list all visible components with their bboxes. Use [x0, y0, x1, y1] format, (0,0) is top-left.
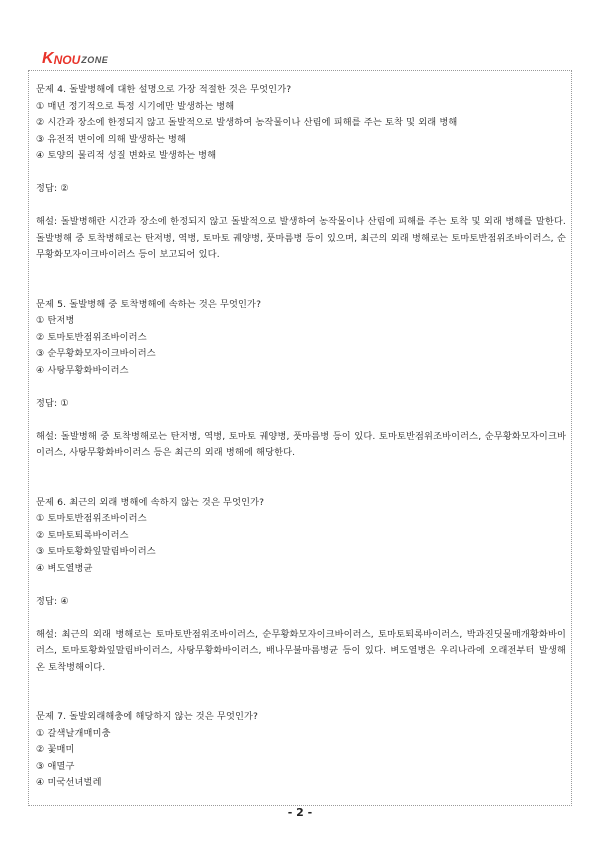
page-content — [36, 82, 566, 792]
question-block — [36, 82, 566, 264]
option-4: ④ 토양의 물리적 성질 변화로 발생하는 병해 — [36, 150, 217, 161]
option-1: ① 갈색날개매미충 — [36, 727, 111, 739]
option-4: ④ 미국선녀벌레 — [36, 777, 102, 788]
option-2: ② 꽃매미 — [36, 744, 75, 755]
explanation-text: 해설: 돌발병해란 시간과 장소에 한정되지 않고 돌발적으로 발생하여 농작물이나 산림에 피해를 주는 토착 및 외래 병해를 말한다. 돌발병해 중 토착병해로는 탄저병, 역병, 토마토 궤양병, 풋마름병 등이 있으며, 최근의 외래 병해로는 토마토반점위조바이러스, 순무황화모자이크바이러스 등이 보고되어 있다. — [36, 216, 566, 260]
option-3: ③ 애멸구 — [36, 760, 75, 772]
question-text: 문제 5. 돌발병해 중 토착병해에 속하는 것은 무엇인가? — [36, 298, 262, 310]
option-4: ④ 사탕무황화바이러스 — [36, 364, 129, 376]
page-number: - 2 - — [287, 806, 313, 819]
option-2: ② 토마토반점위조바이러스 — [36, 331, 147, 343]
logo-zone: ZONE — [81, 55, 109, 65]
option-4: ④ 벼도열병균 — [36, 562, 93, 574]
option-3: ③ 토마토황화잎말림바이러스 — [36, 546, 156, 557]
question-text: 문제 7. 돌발외래해충에 해당하지 않는 것은 무엇인가? — [36, 711, 259, 722]
question-text: 문제 4. 돌발병해에 대한 설명으로 가장 적절한 것은 무엇인가? — [36, 84, 292, 95]
explanation-text: 해설: 돌발병해 중 토착병해로는 탄저병, 역병, 토마토 궤양병, 풋마름병 등이 있다. 토마토반점위조바이러스, 순무황화모자이크바이러스, 사탕무황화바이러스 등은 최근의 외래 병해에 해당한다. — [36, 430, 566, 458]
question-block — [36, 297, 566, 462]
answer-text: 정답: ④ — [36, 595, 69, 607]
question-block — [36, 495, 566, 677]
option-2: ② 토마토퇴록바이러스 — [36, 529, 129, 541]
option-3: ③ 유전적 변이에 의해 발생하는 병해 — [36, 133, 187, 145]
option-2: ② 시간과 장소에 한정되지 않고 돌발적으로 발생하여 농작물이나 산림에 피해를 주는 토착 및 외래 병해 — [36, 117, 458, 128]
option-1: ① 토마토반점위조바이러스 — [36, 513, 147, 524]
logo-k: K — [42, 50, 54, 67]
logo-nou: NOU — [53, 53, 81, 67]
answer-text: 정답: ② — [36, 183, 69, 194]
question-block — [36, 709, 566, 792]
option-1: ① 탄저병 — [36, 315, 75, 326]
answer-text: 정답: ① — [36, 397, 69, 409]
explanation-text: 해설: 최근의 외래 병해로는 토마토반점위조바이러스, 순무황화모자이크바이러스, 토마토퇴록바이러스, 박과진딧물매개황화바이러스, 토마토황화잎말림바이러스, 사탕무황화바이러스, 배나무불마름병균 등이 있다. 벼도열병은 우리나라에 오래전부터 발생해 온 토착병해이다. — [36, 628, 566, 673]
question-text: 문제 6. 최근의 외래 병해에 속하지 않는 것은 무엇인가? — [36, 496, 265, 508]
option-3: ③ 순무황화모자이크바이러스 — [36, 348, 156, 359]
knouzone-logo — [42, 51, 108, 67]
option-1: ① 매년 정기적으로 특정 시기에만 발생하는 병해 — [36, 100, 235, 112]
